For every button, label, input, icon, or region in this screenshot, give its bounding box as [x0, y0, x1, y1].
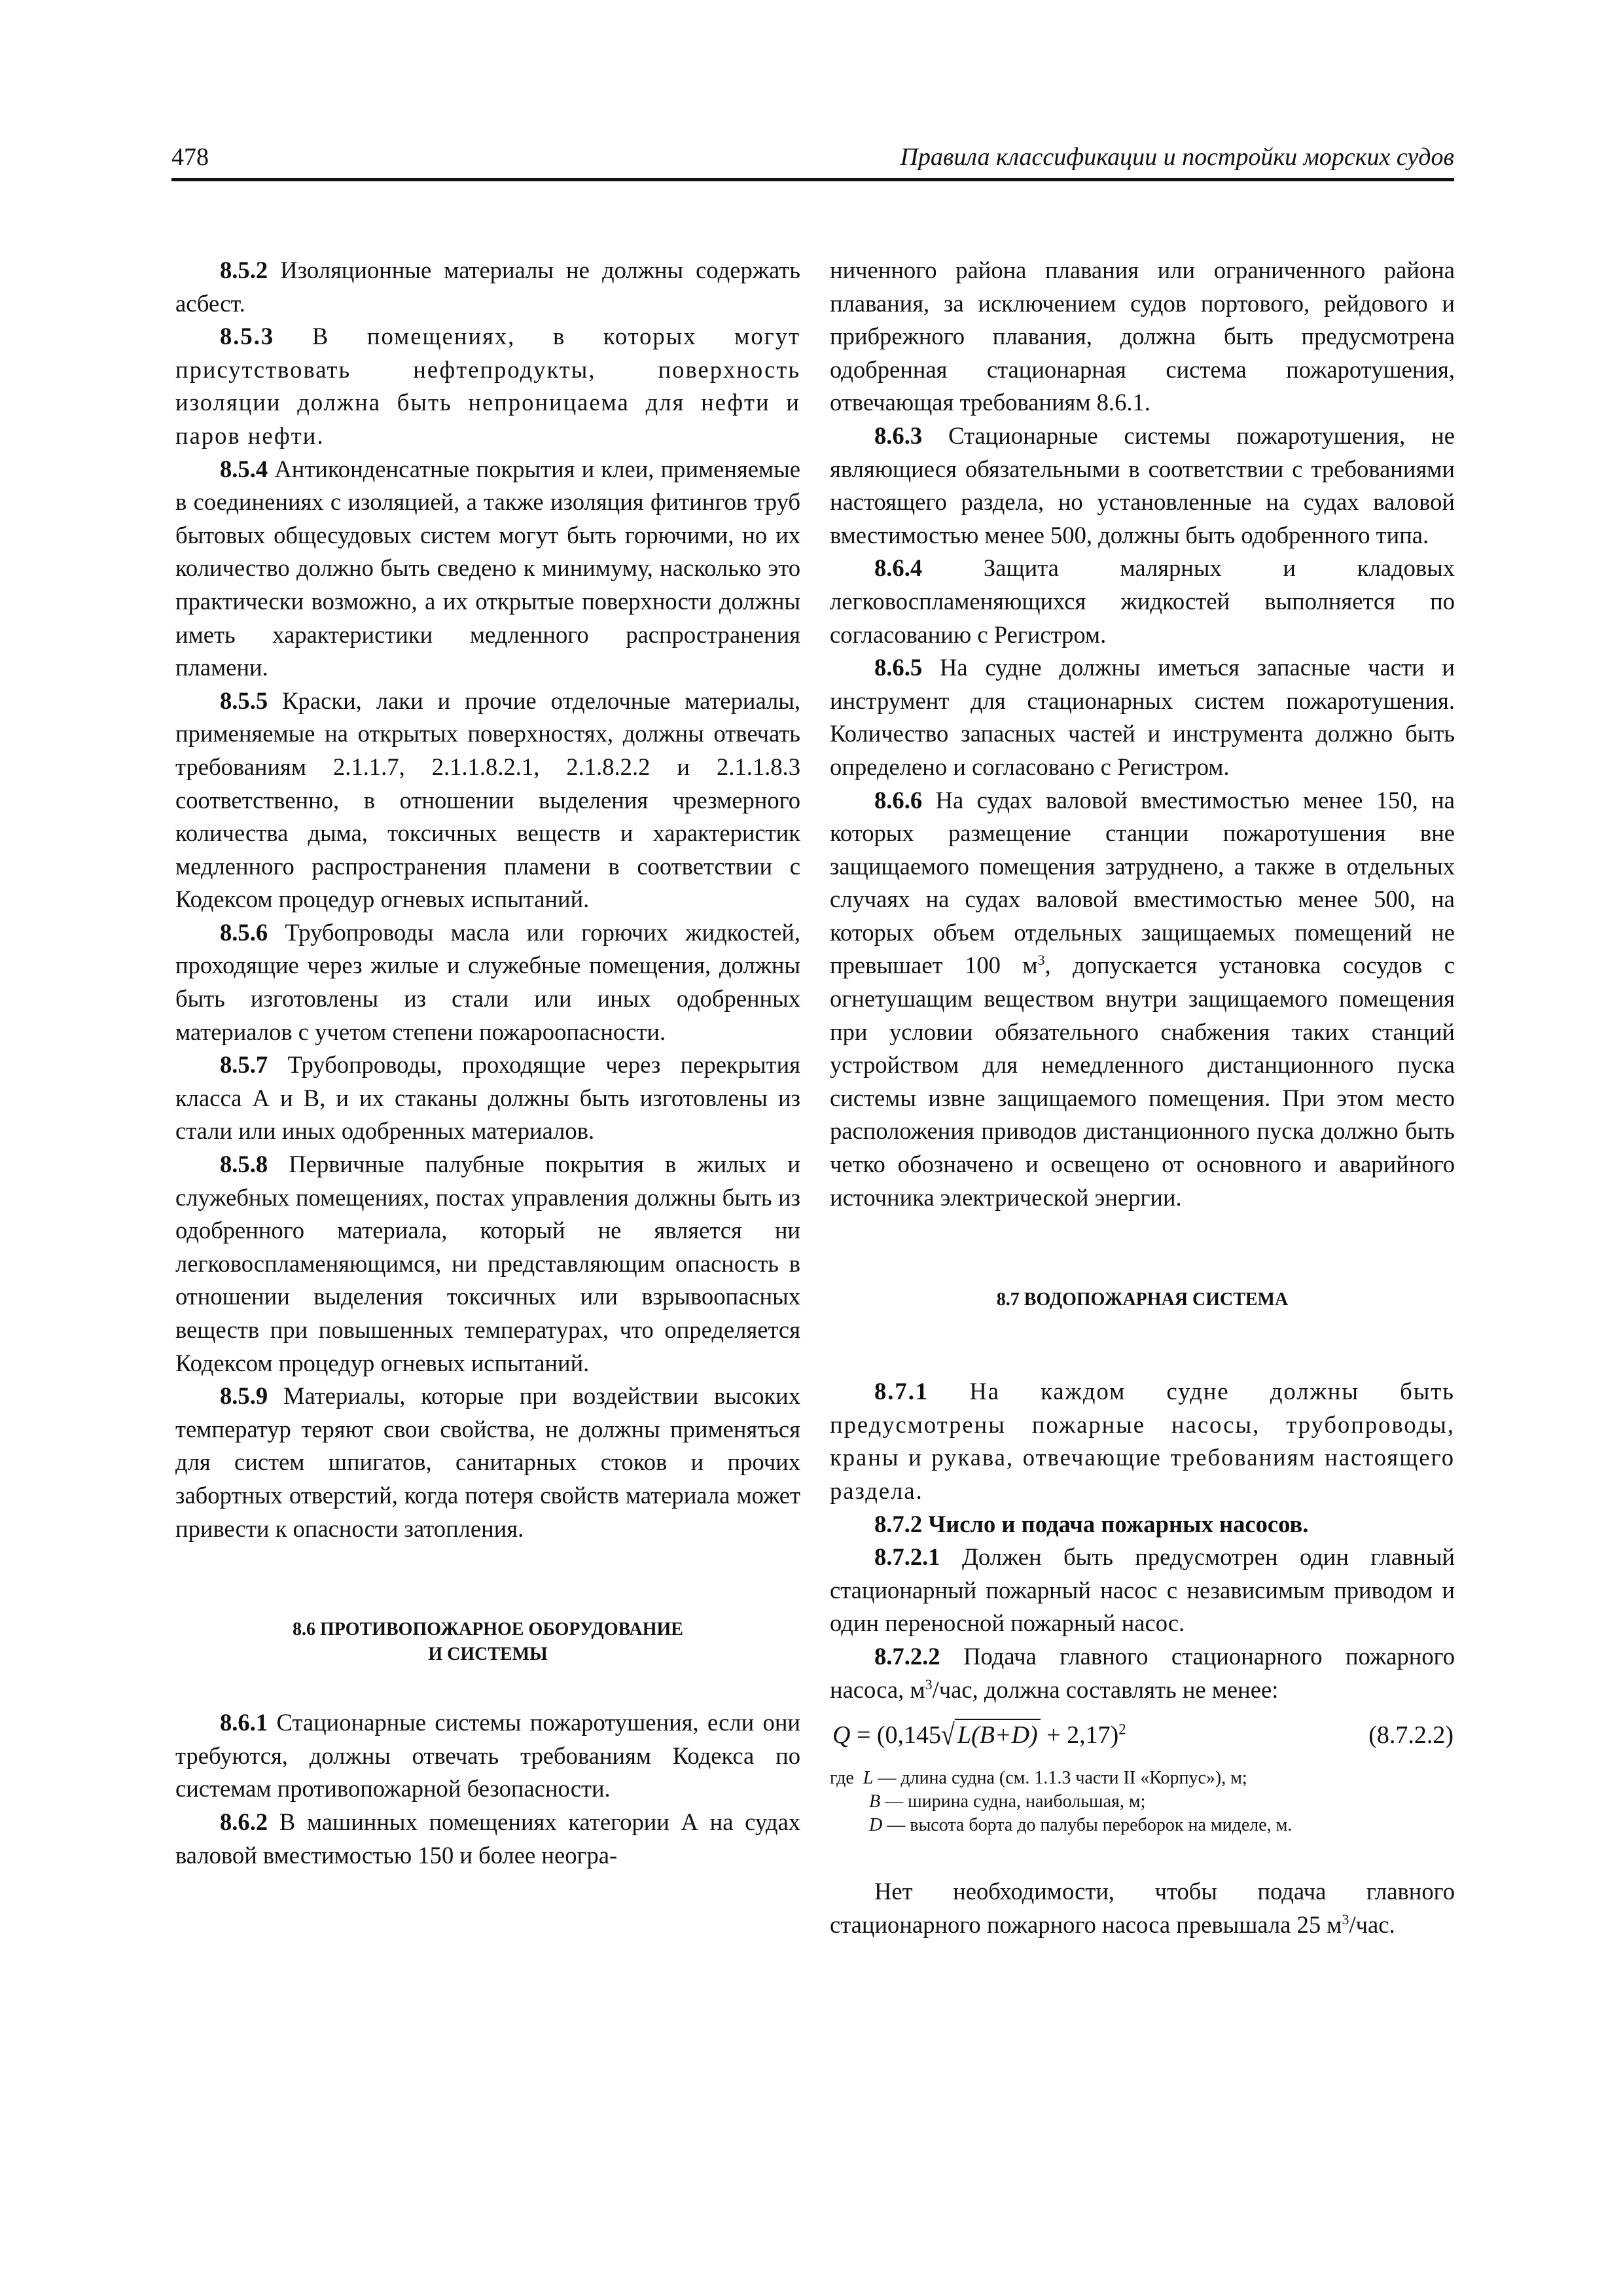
clause-number: 8.5.5 [220, 687, 268, 714]
clause-number: 8.6.3 [874, 422, 923, 449]
paragraph-8-6-6: 8.6.6 На судах валовой вместимостью менее 150, на которых размещение станции пожаротушения вне защищаемого помещения затруднено, а также в отдельных случаях на судах валовой вместимостью менее 500, на которых объем отдельных защищаемых помещений не превышает 100 $м^3$, допускается установка сосудов с огнетушащим веществом внутри защищаемого помещения при условии обязательного снабжения таких станций устройством для немедленного дистанционного пуска системы извне защищаемого помещения. При этом место расположения приводов дистанционного пуска должно быть четко обозначено и освещено от основного и аварийного источника электрической энергии. [830, 786, 1455, 1211]
clause-number: 8.6.4 [874, 554, 923, 582]
paragraph-8-6-5: 8.6.5 На судне должны иметься запасные части и инструмент для стационарных систем пожаротушения. Количество запасных частей и инструмента должно быть определено и согласовано с Регистром. [830, 654, 1455, 780]
clause-number: 8.5.2 [220, 257, 268, 283]
formula-8-7-2-2 [830, 1713, 1455, 1756]
formula-number: (8.7.2.2) [1368, 1721, 1454, 1749]
formula-equals: = (0,145 [850, 1721, 942, 1749]
paragraph-8-7-1: 8.7.1 На каждом судне должны быть предусмотрены пожарные насосы, трубопроводы, краны и рукава, отвечающие требованиям настоящего раздела. [830, 1378, 1455, 1504]
page-number: 478 [171, 143, 209, 171]
formula-tail: + 2,17) [1040, 1721, 1119, 1749]
paragraph-8-5-8: 8.5.8 Первичные палубные покрытия в жилых и служебных помещениях, постах управления должны быть из одобренного материала, который не является ни легковоспламеняющимся, ни представляющим опасность в отношении выделения токсичных или взрывоопасных веществ при повышенных температурах, что определяется Кодексом процедур огневых испытаний. [175, 1151, 800, 1376]
paragraph-8-6-1: 8.6.1 Стационарные системы пожаротушения, если они требуются, должны отвечать требованиям Кодекса по системам противопожарной безопасности. [175, 1709, 800, 1803]
paragraph-final: Нет необходимости, чтобы подача главного стационарного пожарного насоса превышала 25 $м^3$/час. [830, 1878, 1455, 1938]
paragraph-8-7-2: 8.7.2 Число и подача пожарных насосов. [874, 1510, 1309, 1537]
clause-number: 8.7.2.2 [874, 1642, 940, 1670]
paragraph-8-6-2: 8.6.2 В машинных помещениях категории А на судах валовой вместимостью 150 и более неогра- [175, 1808, 800, 1869]
clause-number: 8.5.7 [220, 1051, 268, 1079]
paragraph-8-6-4: 8.6.4 Защита малярных и кладовых легковоспламеняющихся жидкостей выполняется по согласованию с Регистром. [830, 554, 1455, 648]
paragraph-8-7-2-1: 8.7.2.1 Должен быть предусмотрен один главный стационарный пожарный насос с независимым приводом и один переносной пожарный насос. [830, 1543, 1455, 1637]
page-header [171, 137, 1454, 181]
paragraph-8-5-2: 8.5.2 Изоляционные материалы не должны содержать асбест. [175, 257, 800, 317]
clause-number: 8.6.5 [874, 654, 923, 681]
paragraph-8-5-5: 8.5.5 Краски, лаки и прочие отделочные материалы, применяемые на открытых поверхностях, должны отвечать требованиям 2.1.1.7, 2.1.1.8.2.1, 2.1.8.2.2 и 2.1.1.8.3 соответственно, в отношении выделения чрезмерного количества дыма, токсичных веществ и характеристик медленного распространения пламени в соответствии с Кодексом процедур огневых испытаний. [175, 687, 800, 913]
paragraph-8-5-9: 8.5.9 Материалы, которые при воздействии высоких температур теряют свои свойства, не должны применяться для систем шпигатов, санитарных стоков и прочих забортных отверстий, когда потеря свойств материала может привести к опасности затопления. [175, 1382, 800, 1542]
paragraph-8-7-2-2: 8.7.2.2 Подача главного стационарного пожарного насоса, $м^3$/час, должна составлять не менее: [830, 1642, 1455, 1703]
section-heading-8-7: 8.7 ВОДОПОЖАРНАЯ СИСТЕМА [996, 1289, 1289, 1310]
formula-legend: где L — длина судна (см. 1.1.3 части II «Корпус»), м; B — ширина судна, наибольшая, м; D — высота борта до палубы переборок на миделе, м. [830, 1768, 1293, 1836]
paragraph-8-5-3: 8.5.3 В помещениях, в которых могут присутствовать нефтепродукты, поверхность изоляции должна быть непроницаема для нефти и паров нефти. [175, 323, 800, 449]
clause-number: 8.5.6 [220, 918, 268, 946]
running-title: Правила классификации и постройки морских судов [900, 143, 1454, 171]
formula-radicand: L(B+D) [955, 1719, 1041, 1750]
clause-number: 8.6.1 [220, 1709, 268, 1736]
clause-number: 8.7.1 [874, 1378, 929, 1405]
clause-number: 8.7.2.1 [874, 1543, 940, 1571]
left-column [175, 254, 800, 1872]
clause-number: 8.6.6 [874, 786, 923, 814]
paragraph-8-6-2-continued: ниченного района плавания или ограниченного района плавания, за исключением судов портового, рейдового и прибрежного плавания, должна быть предусмотрена одобренная стационарная система пожаротушения, отвечающая требованиям 8.6.1. [830, 257, 1455, 416]
clause-number: 8.5.4 [220, 455, 268, 482]
section-heading-8-6: 8.6 ПРОТИВОПОЖАРНОЕ ОБОРУДОВАНИЕ И СИСТЕМЫ [293, 1619, 683, 1665]
clause-number: 8.6.2 [220, 1808, 268, 1835]
paragraph-8-5-4: 8.5.4 Антиконденсатные покрытия и клеи, применяемые в соединениях с изоляцией, а также изоляция фитингов труб бытовых общесудовых систем могут быть горючими, но их количество должно быть сведено к минимуму, насколько это практически возможно, а их открытые поверхности должны иметь характеристики медленного распространения пламени. [175, 455, 800, 681]
paragraph-8-5-7: 8.5.7 Трубопроводы, проходящие через перекрытия класса А и В, и их стаканы должны быть изготовлены из стали или иных одобренных материалов. [175, 1051, 800, 1145]
paragraph-8-5-6: 8.5.6 Трубопроводы масла или горючих жидкостей, проходящие через жилые и служебные помещения, должны быть изготовлены из стали или иных одобренных материалов с учетом степени пожароопасности. [175, 918, 800, 1045]
right-column [830, 254, 1455, 1941]
formula-lhs: Q [832, 1721, 851, 1749]
clause-number: 8.5.9 [220, 1382, 268, 1410]
sqrt-sign: √ [941, 1718, 955, 1752]
paragraph-8-6-3: 8.6.3 Стационарные системы пожаротушения, не являющиеся обязательными в соответствии с требованиями настоящего раздела, но установленные на судах валовой вместимостью менее 500, должны быть одобренного типа. [830, 422, 1455, 548]
clause-number: 8.5.8 [220, 1151, 268, 1178]
formula-power: 2 [1118, 1721, 1126, 1738]
clause-number: 8.5.3 [220, 323, 275, 350]
